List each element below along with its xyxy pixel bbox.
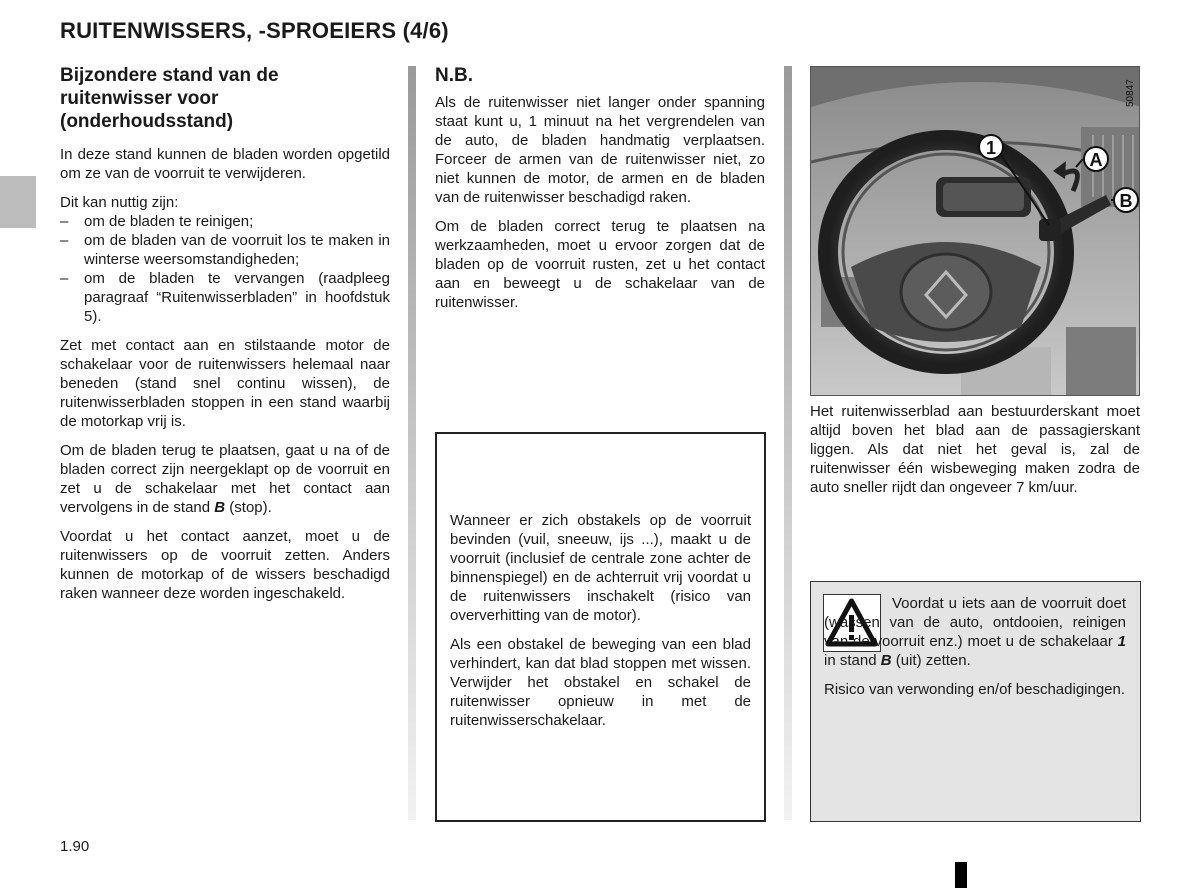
callout-b-label: B	[1119, 191, 1133, 211]
callout-1-label: 1	[985, 138, 997, 158]
paragraph: Voordat u het contact aanzet, moet u de ruitenwissers op de voorruit zetten. Anders kunnen de motorkap of de wissers beschadigd raken wanneer deze worden ingeschakeld.	[60, 528, 390, 602]
middle-column	[435, 64, 765, 322]
paragraph: Zet met contact aan en stilstaande motor de schakelaar voor de ruitenwissers helemaal naar beneden (stand snel continu wissen), de ruitenwisserbladen stoppen in een stand waarbij de motorkap vrij is.	[60, 337, 390, 430]
paragraph: Om de bladen terug te plaatsen, gaat u na of de bladen correct zijn neergeklapt op de voorruit en zet u de schakelaar met het contact aan vervolgens in de stand B (stop).	[60, 442, 390, 516]
page-number: 1.90	[60, 838, 90, 855]
paragraph: Het ruitenwisserblad aan bestuurderskant moet altijd boven het blad aan de passagierskant liggen. Als dat niet het geval is, zal de ruitenwisser één wisbeweging maken zodra de auto sneller rijdt dan ongeveer 7 km/uur.	[810, 403, 1140, 496]
notice-box	[435, 432, 766, 822]
list-item: – om de bladen te vervangen (raadpleeg paragraaf “Ruitenwisserbladen” in hoofdstuk 5).	[60, 269, 390, 326]
warning-text: Voordat u iets aan de voorruit doet (wassen van de auto, ontdooien, reinigen van de voorruit enz.) moet u de schakelaar 1 in stand B (uit) zetten.	[824, 595, 1126, 669]
paragraph: In deze stand kunnen de bladen worden opgetild om ze van de voorruit te verwijderen.	[60, 146, 390, 182]
figure-side-bar	[784, 66, 792, 820]
list-item: – om de bladen te reinigen;	[60, 212, 390, 231]
left-column	[60, 64, 390, 613]
callout-a-label: A	[1089, 150, 1103, 170]
figure-ref-number: 50847	[1125, 79, 1136, 107]
chapter-tab	[0, 176, 36, 228]
page-title: RUITENWISSERS, -SPROEIERS (4/6)	[60, 18, 449, 43]
section-heading: Bijzondere stand van de ruitenwisser voor (onderhoudsstand)	[60, 65, 279, 132]
paragraph: Om de bladen correct terug te plaatsen na werkzaamheden, moet u ervoor zorgen dat de bladen op de voorruit rusten, zet u het contact aan en beweegt u de schakelaar van de ruitenwisser.	[435, 218, 765, 311]
nb-heading: N.B.	[435, 65, 473, 86]
paragraph: Als de ruitenwisser niet langer onder spanning staat kunt u, 1 minuut na het vergrendelen van de auto, de bladen handmatig verplaatsen. Forceer de armen van de ruitenwisser niet, zo niet kunnen de motor, de armen en de bladen van de ruitenwisser beschadigd raken.	[435, 94, 765, 206]
warning-box	[810, 581, 1141, 822]
page-edge-marker	[955, 862, 967, 888]
use-list	[60, 212, 390, 326]
warning-text: Risico van verwonding en/of beschadigingen.	[824, 681, 1126, 698]
nb-side-bar	[408, 66, 416, 820]
list-item: – om de bladen van de voorruit los te maken in winterse weersomstandigheden;	[60, 231, 390, 269]
dashboard-drawing	[811, 67, 1140, 396]
list-intro: Dit kan nuttig zijn:	[60, 194, 179, 211]
paragraph: Wanneer er zich obstakels op de voorruit bevinden (vuil, sneeuw, ijs ...), maakt u de voorruit (inclusief de centrale zone achter de binnenspiegel) en de achterruit vrij voordat u de ruitenwissers inschakelt (risico van oververhitting van de motor).	[450, 512, 751, 624]
figure-caption	[810, 402, 1140, 507]
steering-wheel-illustration	[810, 66, 1140, 396]
paragraph: Als een obstakel de beweging van een blad verhindert, kan dat blad stoppen met wissen. Verwijder het obstakel en schakel de ruitenwisser opnieuw in met de ruitenwisserschakelaar.	[450, 636, 751, 729]
